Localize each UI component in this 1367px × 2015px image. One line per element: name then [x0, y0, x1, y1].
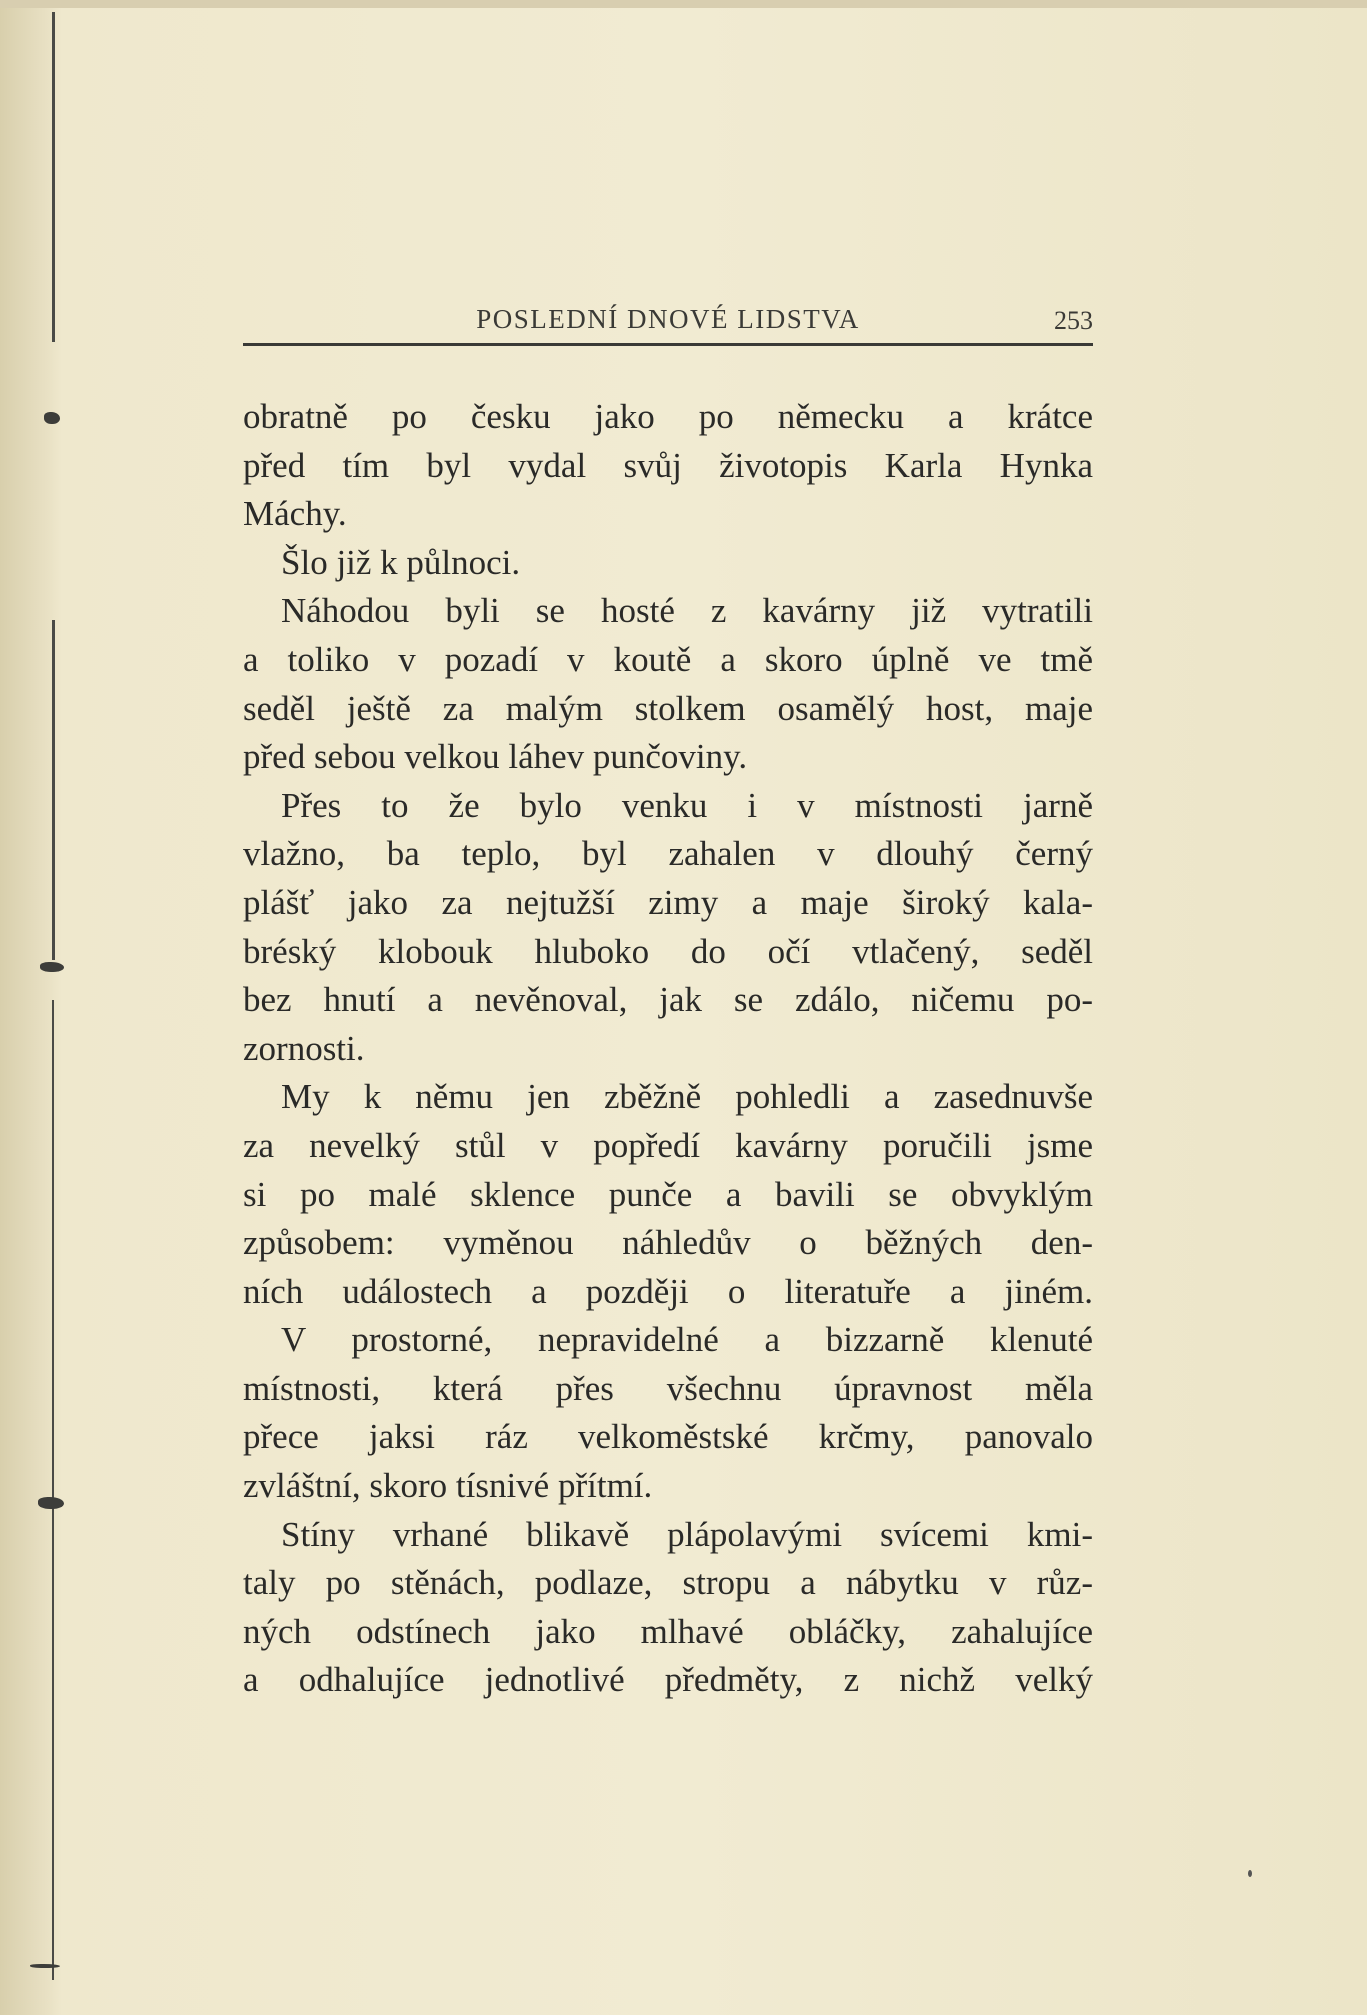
- text-line: před tím byl vydal svůj životopis Karla Hynka: [243, 445, 1093, 485]
- text-line: Stíny vrhané blikavě plápolavými svícemi kmi-: [281, 1514, 1093, 1554]
- text-line: Přes to že bylo venku i v místnosti jarně: [281, 785, 1093, 825]
- running-title: POSLEDNÍ DNOVÉ LIDSTVA: [476, 304, 860, 334]
- binding-thread: [52, 12, 55, 342]
- binding-thread: [52, 1000, 54, 1520]
- paragraph: [243, 587, 1093, 781]
- binding-thread: [52, 1510, 54, 1980]
- text-line: plášť jako za nejtužší zimy a maje široký kala-: [243, 882, 1093, 922]
- binding-stitch: [38, 1497, 64, 1509]
- text-line: přece jaksi ráz velkoměstské krčmy, panovalo: [243, 1417, 1093, 1457]
- paragraph: [243, 1511, 1093, 1705]
- text-line: seděl ještě za malým stolkem osamělý host, maje: [243, 688, 1093, 728]
- page-top-edge: [0, 0, 1367, 8]
- text-line: Máchy.: [243, 494, 347, 534]
- running-header: [243, 298, 1093, 338]
- page-number: 253: [1054, 306, 1093, 335]
- binding-stitch: [30, 1964, 60, 1968]
- text-line: vlažno, ba teplo, byl zahalen v dlouhý černý: [243, 834, 1093, 874]
- paragraph: [243, 782, 1093, 1074]
- text-line: ných odstínech jako mlhavé obláčky, zahalujíce: [243, 1611, 1093, 1651]
- text-line: a toliko v pozadí v koutě a skoro úplně ve tmě: [243, 639, 1093, 679]
- text-line: taly po stěnách, podlaze, stropu a nábytku v růz-: [243, 1563, 1093, 1603]
- paragraph: [243, 539, 1093, 588]
- binding-stitch: [40, 962, 64, 972]
- text-line: V prostorné, nepravidelné a bizzarně klenuté: [281, 1320, 1093, 1360]
- paragraph: [243, 1073, 1093, 1316]
- text-line: Šlo již k půlnoci.: [281, 542, 521, 582]
- text-line: si po malé sklence punče a bavili se obvyklým: [243, 1174, 1093, 1214]
- text-line: před sebou velkou láhev punčoviny.: [243, 737, 748, 777]
- text-line: ních událostech a později o literatuře a jiném.: [243, 1271, 1093, 1311]
- text-line: zornosti.: [243, 1028, 365, 1068]
- paragraph: [243, 393, 1093, 539]
- binding-stitch: [44, 412, 60, 424]
- binding-thread: [52, 620, 55, 960]
- paragraph: [243, 1316, 1093, 1510]
- text-line: způsobem: vyměnou náhledův o běžných den-: [243, 1223, 1093, 1263]
- header-rule: [243, 343, 1093, 346]
- text-line: a odhalujíce jednotlivé předměty, z nichž velký: [243, 1660, 1093, 1700]
- body-text: [243, 393, 1093, 1705]
- text-line: obratně po česku jako po německu a krátce: [243, 397, 1093, 436]
- text-line: bréský klobouk hluboko do očí vtlačený, seděl: [243, 931, 1093, 971]
- text-line: za nevelký stůl v popředí kavárny poručili jsme: [243, 1125, 1093, 1165]
- paper-speck: [1248, 1870, 1252, 1877]
- text-line: bez hnutí a nevěnoval, jak se zdálo, ničemu po-: [243, 980, 1093, 1020]
- text-line: My k němu jen zběžně pohledli a zasednuvše: [281, 1077, 1093, 1117]
- text-line: místnosti, která přes všechnu úpravnost měla: [243, 1368, 1093, 1408]
- text-line: Náhodou byli se hosté z kavárny již vytratili: [281, 591, 1093, 631]
- text-line: zvláštní, skoro tísnivé přítmí.: [243, 1466, 653, 1506]
